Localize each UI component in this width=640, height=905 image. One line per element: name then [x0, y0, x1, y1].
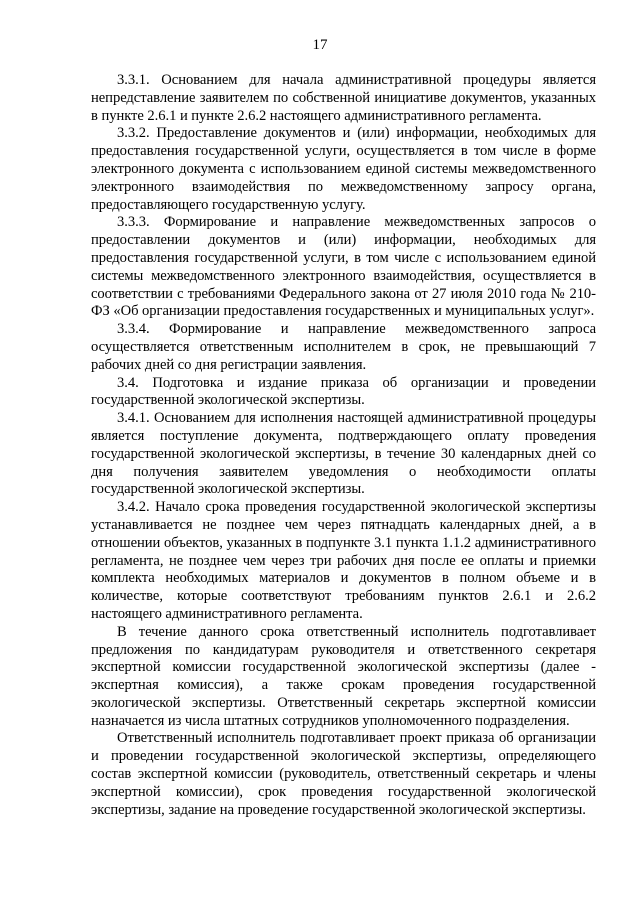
- page-number: 17: [312, 37, 328, 53]
- paragraph-3-3-2: 3.3.2. Предоставление документов и (или) информации, необходимых для предоставления государственной услуги, осуществляется в том числе в форме электронного документа с использованием единой системы межведомственного электронного взаимодействия по межведомственному запросу органа, предоставляющего государственную услугу.: [91, 125, 596, 213]
- paragraph-3-4-1: 3.4.1. Основанием для исполнения настоящей административной процедуры является поступление документа, подтверждающего оплату проведения государственной экологической экспертизы, в течение 30 календарных дней со дня получения заявителем уведомления о необходимости оплаты государственной экологической экспертизы.: [91, 410, 596, 498]
- document-body: [91, 72, 596, 819]
- paragraph-3-3-4: 3.3.4. Формирование и направление межведомственного запроса осуществляется ответственным исполнителем в срок, не превышающий 7 рабочих дней со дня регистрации заявления.: [91, 321, 596, 373]
- paragraph-3-3-1: 3.3.1. Основанием для начала административной процедуры является непредставление заявителем по собственной инициативе документов, указанных в пункте 2.6.1 и пункте 2.6.2 настоящего административного регламента.: [91, 72, 596, 124]
- paragraph-term-preparation: В течение данного срока ответственный исполнитель подготавливает предложения по кандидатурам руководителя и ответственного секретаря экспертной комиссии государственной экологической экспертизы (далее - экспертная комиссия), а также срокам проведения государственной экологической экспертизы. Ответственный секретарь экспертной комиссии назначается из числа штатных сотрудников уполномоченного подразделения.: [91, 623, 596, 729]
- paragraph-3-3-3: 3.3.3. Формирование и направление межведомственных запросов о предоставлении документов и (или) информации, необходимых для предоставления государственной услуги, в том числе с использованием единой системы межведомственного электронного взаимодействия, осуществляется в соответствии с требованиями Федерального закона от 27 июля 2010 года № 210-ФЗ «Об организации предоставления государственных и муниципальных услуг».: [91, 214, 596, 320]
- paragraph-3-4-2: 3.4.2. Начало срока проведения государственной экологической экспертизы устанавливается не позднее чем через пятнадцать календарных дней, а в отношении объектов, указанных в подпункте 3.1 пункта 1.1.2 административного регламента, не позднее чем через три рабочих дня после ее оплаты и приемки комплекта необходимых материалов и документов в полном объеме и в количестве, которые соответствуют требованиям пунктов 2.6.1 и 2.6.2 настоящего административного регламента.: [91, 499, 596, 622]
- paragraph-order-draft: Ответственный исполнитель подготавливает проект приказа об организации и проведении государственной экологической экспертизы, определяющего состав экспертной комиссии (руководитель, ответственный секретарь и члены экспертной комиссии), срок проведения государственной экологической экспертизы, задание на проведение государственной экологической экспертизы.: [91, 730, 596, 818]
- paragraph-3-4: 3.4. Подготовка и издание приказа об организации и проведении государственной экологической экспертизы.: [91, 374, 596, 409]
